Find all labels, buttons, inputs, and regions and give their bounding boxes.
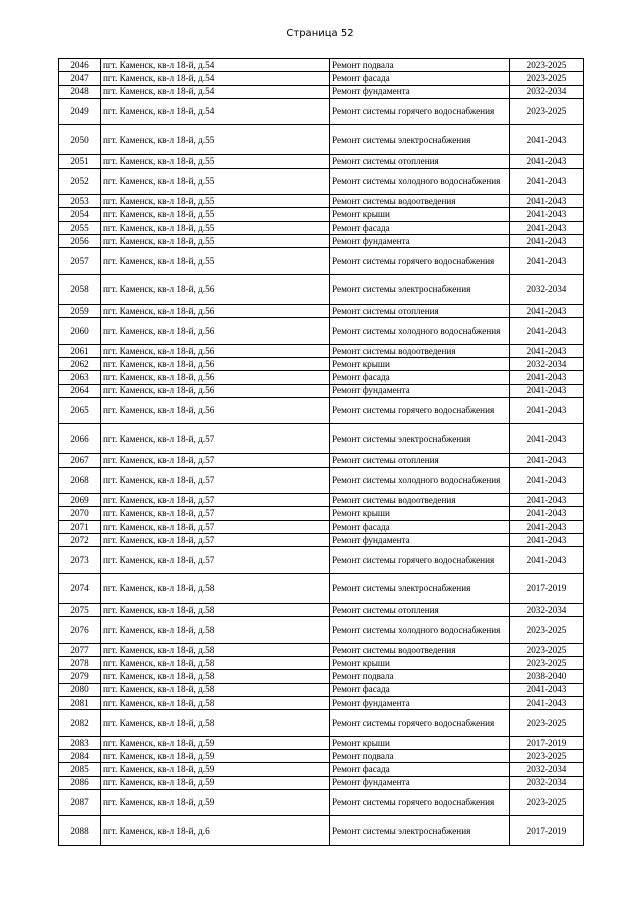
address-cell: пгт. Каменск, кв-л 18-й, д.59 [101, 736, 330, 749]
table-row [59, 547, 584, 574]
address-cell: пгт. Каменск, кв-л 18-й, д.56 [101, 318, 330, 345]
work-type-cell: Ремонт фундамента [330, 384, 510, 397]
table-row [59, 656, 584, 669]
work-type-cell: Ремонт фундамента [330, 776, 510, 789]
period-cell: 2041-2043 [510, 534, 584, 547]
address-cell: пгт. Каменск, кв-л 18-й, д.55 [101, 155, 330, 168]
table-row [59, 371, 584, 384]
repair-schedule-table [58, 58, 584, 846]
address-cell: пгт. Каменск, кв-л 18-й, д.57 [101, 424, 330, 454]
row-number-cell: 2047 [59, 72, 101, 85]
row-number-cell: 2088 [59, 816, 101, 846]
work-type-cell: Ремонт подвала [330, 670, 510, 683]
row-number-cell: 2072 [59, 534, 101, 547]
work-type-cell: Ремонт фасада [330, 221, 510, 234]
period-cell: 2041-2043 [510, 696, 584, 709]
table-row [59, 643, 584, 656]
address-cell: пгт. Каменск, кв-л 18-й, д.59 [101, 789, 330, 816]
work-type-cell: Ремонт системы отопления [330, 155, 510, 168]
period-cell: 2041-2043 [510, 221, 584, 234]
table-row [59, 534, 584, 547]
period-cell: 2017-2019 [510, 736, 584, 749]
table-row [59, 357, 584, 370]
work-type-cell: Ремонт системы горячего водоснабжения [330, 789, 510, 816]
table-row [59, 603, 584, 616]
work-type-cell: Ремонт крыши [330, 357, 510, 370]
work-type-cell: Ремонт фундамента [330, 696, 510, 709]
address-cell: пгт. Каменск, кв-л 18-й, д.57 [101, 454, 330, 467]
work-type-cell: Ремонт системы отопления [330, 304, 510, 317]
address-cell: пгт. Каменск, кв-л 18-й, д.55 [101, 195, 330, 208]
address-cell: пгт. Каменск, кв-л 18-й, д.59 [101, 776, 330, 789]
period-cell: 2032-2034 [510, 603, 584, 616]
address-cell: пгт. Каменск, кв-л 18-й, д.57 [101, 467, 330, 494]
table-row [59, 125, 584, 155]
table-row [59, 304, 584, 317]
address-cell: пгт. Каменск, кв-л 18-й, д.6 [101, 816, 330, 846]
period-cell: 2041-2043 [510, 547, 584, 574]
work-type-cell: Ремонт системы отопления [330, 454, 510, 467]
table-row [59, 617, 584, 644]
period-cell: 2032-2034 [510, 85, 584, 98]
period-cell: 2017-2019 [510, 573, 584, 603]
page-number-header: Страница 52 [286, 28, 354, 39]
work-type-cell: Ремонт фундамента [330, 85, 510, 98]
period-cell: 2041-2043 [510, 125, 584, 155]
address-cell: пгт. Каменск, кв-л 18-й, д.54 [101, 85, 330, 98]
work-type-cell: Ремонт подвала [330, 59, 510, 72]
address-cell: пгт. Каменск, кв-л 18-й, д.58 [101, 670, 330, 683]
work-type-cell: Ремонт подвала [330, 749, 510, 762]
address-cell: пгт. Каменск, кв-л 18-й, д.58 [101, 696, 330, 709]
period-cell: 2023-2025 [510, 617, 584, 644]
address-cell: пгт. Каменск, кв-л 18-й, д.55 [101, 208, 330, 221]
row-number-cell: 2063 [59, 371, 101, 384]
period-cell: 2032-2034 [510, 763, 584, 776]
table-row [59, 710, 584, 737]
period-cell: 2041-2043 [510, 683, 584, 696]
table-row [59, 195, 584, 208]
work-type-cell: Ремонт крыши [330, 208, 510, 221]
row-number-cell: 2050 [59, 125, 101, 155]
address-cell: пгт. Каменск, кв-л 18-й, д.55 [101, 168, 330, 195]
table-row [59, 573, 584, 603]
row-number-cell: 2055 [59, 221, 101, 234]
row-number-cell: 2081 [59, 696, 101, 709]
period-cell: 2032-2034 [510, 274, 584, 304]
address-cell: пгт. Каменск, кв-л 18-й, д.55 [101, 235, 330, 248]
table-row [59, 507, 584, 520]
row-number-cell: 2071 [59, 520, 101, 533]
table-row [59, 670, 584, 683]
table-row [59, 72, 584, 85]
address-cell: пгт. Каменск, кв-л 18-й, д.58 [101, 710, 330, 737]
table-row [59, 235, 584, 248]
address-cell: пгт. Каменск, кв-л 18-й, д.58 [101, 683, 330, 696]
table-row [59, 318, 584, 345]
work-type-cell: Ремонт системы электроснабжения [330, 816, 510, 846]
row-number-cell: 2056 [59, 235, 101, 248]
work-type-cell: Ремонт системы водоотведения [330, 195, 510, 208]
period-cell: 2041-2043 [510, 208, 584, 221]
table-row [59, 221, 584, 234]
work-type-cell: Ремонт системы горячего водоснабжения [330, 98, 510, 125]
work-type-cell: Ремонт системы горячего водоснабжения [330, 248, 510, 275]
table-row [59, 789, 584, 816]
work-type-cell: Ремонт системы холодного водоснабжения [330, 467, 510, 494]
period-cell: 2041-2043 [510, 371, 584, 384]
period-cell: 2041-2043 [510, 507, 584, 520]
address-cell: пгт. Каменск, кв-л 18-й, д.56 [101, 357, 330, 370]
row-number-cell: 2087 [59, 789, 101, 816]
row-number-cell: 2083 [59, 736, 101, 749]
row-number-cell: 2062 [59, 357, 101, 370]
table-row [59, 736, 584, 749]
work-type-cell: Ремонт системы электроснабжения [330, 125, 510, 155]
table-row [59, 467, 584, 494]
address-cell: пгт. Каменск, кв-л 18-й, д.56 [101, 274, 330, 304]
period-cell: 2041-2043 [510, 195, 584, 208]
address-cell: пгт. Каменск, кв-л 18-й, д.58 [101, 603, 330, 616]
work-type-cell: Ремонт фасада [330, 763, 510, 776]
table-row [59, 85, 584, 98]
work-type-cell: Ремонт системы водоотведения [330, 494, 510, 507]
row-number-cell: 2065 [59, 397, 101, 424]
row-number-cell: 2046 [59, 59, 101, 72]
address-cell: пгт. Каменск, кв-л 18-й, д.58 [101, 573, 330, 603]
period-cell: 2023-2025 [510, 98, 584, 125]
work-type-cell: Ремонт системы электроснабжения [330, 573, 510, 603]
work-type-cell: Ремонт системы горячего водоснабжения [330, 547, 510, 574]
table-row [59, 168, 584, 195]
row-number-cell: 2085 [59, 763, 101, 776]
period-cell: 2041-2043 [510, 304, 584, 317]
row-number-cell: 2074 [59, 573, 101, 603]
period-cell: 2023-2025 [510, 656, 584, 669]
row-number-cell: 2082 [59, 710, 101, 737]
work-type-cell: Ремонт крыши [330, 736, 510, 749]
work-type-cell: Ремонт крыши [330, 507, 510, 520]
work-type-cell: Ремонт системы холодного водоснабжения [330, 617, 510, 644]
period-cell: 2023-2025 [510, 749, 584, 762]
row-number-cell: 2061 [59, 344, 101, 357]
address-cell: пгт. Каменск, кв-л 18-й, д.56 [101, 371, 330, 384]
period-cell: 2041-2043 [510, 467, 584, 494]
table-row [59, 494, 584, 507]
row-number-cell: 2070 [59, 507, 101, 520]
table-row [59, 155, 584, 168]
work-type-cell: Ремонт системы электроснабжения [330, 274, 510, 304]
row-number-cell: 2086 [59, 776, 101, 789]
address-cell: пгт. Каменск, кв-л 18-й, д.56 [101, 344, 330, 357]
address-cell: пгт. Каменск, кв-л 18-й, д.55 [101, 125, 330, 155]
work-type-cell: Ремонт системы горячего водоснабжения [330, 710, 510, 737]
period-cell: 2032-2034 [510, 776, 584, 789]
table-row [59, 248, 584, 275]
period-cell: 2041-2043 [510, 318, 584, 345]
table-row [59, 776, 584, 789]
address-cell: пгт. Каменск, кв-л 18-й, д.56 [101, 397, 330, 424]
address-cell: пгт. Каменск, кв-л 18-й, д.57 [101, 534, 330, 547]
period-cell: 2032-2034 [510, 357, 584, 370]
row-number-cell: 2069 [59, 494, 101, 507]
period-cell: 2041-2043 [510, 384, 584, 397]
address-cell: пгт. Каменск, кв-л 18-й, д.55 [101, 248, 330, 275]
table-row [59, 397, 584, 424]
row-number-cell: 2053 [59, 195, 101, 208]
table-row [59, 59, 584, 72]
row-number-cell: 2058 [59, 274, 101, 304]
row-number-cell: 2077 [59, 643, 101, 656]
period-cell: 2041-2043 [510, 155, 584, 168]
address-cell: пгт. Каменск, кв-л 18-й, д.56 [101, 304, 330, 317]
table-row [59, 816, 584, 846]
table-row [59, 208, 584, 221]
row-number-cell: 2048 [59, 85, 101, 98]
row-number-cell: 2075 [59, 603, 101, 616]
work-type-cell: Ремонт системы водоотведения [330, 643, 510, 656]
period-cell: 2041-2043 [510, 235, 584, 248]
work-type-cell: Ремонт фасада [330, 683, 510, 696]
work-type-cell: Ремонт системы электроснабжения [330, 424, 510, 454]
work-type-cell: Ремонт системы водоотведения [330, 344, 510, 357]
table-row [59, 454, 584, 467]
row-number-cell: 2059 [59, 304, 101, 317]
address-cell: пгт. Каменск, кв-л 18-й, д.54 [101, 59, 330, 72]
address-cell: пгт. Каменск, кв-л 18-й, д.54 [101, 72, 330, 85]
period-cell: 2041-2043 [510, 248, 584, 275]
period-cell: 2041-2043 [510, 168, 584, 195]
work-type-cell: Ремонт фасада [330, 72, 510, 85]
table-row [59, 763, 584, 776]
address-cell: пгт. Каменск, кв-л 18-й, д.57 [101, 507, 330, 520]
row-number-cell: 2064 [59, 384, 101, 397]
row-number-cell: 2060 [59, 318, 101, 345]
table-row [59, 520, 584, 533]
table-row [59, 98, 584, 125]
row-number-cell: 2076 [59, 617, 101, 644]
address-cell: пгт. Каменск, кв-л 18-й, д.57 [101, 547, 330, 574]
period-cell: 2041-2043 [510, 454, 584, 467]
period-cell: 2041-2043 [510, 424, 584, 454]
period-cell: 2041-2043 [510, 344, 584, 357]
row-number-cell: 2079 [59, 670, 101, 683]
row-number-cell: 2051 [59, 155, 101, 168]
address-cell: пгт. Каменск, кв-л 18-й, д.55 [101, 221, 330, 234]
row-number-cell: 2080 [59, 683, 101, 696]
work-type-cell: Ремонт крыши [330, 656, 510, 669]
row-number-cell: 2049 [59, 98, 101, 125]
row-number-cell: 2057 [59, 248, 101, 275]
work-type-cell: Ремонт системы холодного водоснабжения [330, 318, 510, 345]
address-cell: пгт. Каменск, кв-л 18-й, д.59 [101, 749, 330, 762]
period-cell: 2017-2019 [510, 816, 584, 846]
work-type-cell: Ремонт фундамента [330, 534, 510, 547]
address-cell: пгт. Каменск, кв-л 18-й, д.56 [101, 384, 330, 397]
period-cell: 2023-2025 [510, 710, 584, 737]
work-type-cell: Ремонт фасада [330, 520, 510, 533]
period-cell: 2023-2025 [510, 789, 584, 816]
row-number-cell: 2052 [59, 168, 101, 195]
period-cell: 2041-2043 [510, 397, 584, 424]
address-cell: пгт. Каменск, кв-л 18-й, д.57 [101, 520, 330, 533]
row-number-cell: 2068 [59, 467, 101, 494]
address-cell: пгт. Каменск, кв-л 18-й, д.57 [101, 494, 330, 507]
row-number-cell: 2084 [59, 749, 101, 762]
period-cell: 2038-2040 [510, 670, 584, 683]
table-row [59, 424, 584, 454]
table-body [59, 59, 584, 846]
address-cell: пгт. Каменск, кв-л 18-й, д.58 [101, 643, 330, 656]
address-cell: пгт. Каменск, кв-л 18-й, д.58 [101, 656, 330, 669]
table-row [59, 749, 584, 762]
work-type-cell: Ремонт системы горячего водоснабжения [330, 397, 510, 424]
table-row [59, 344, 584, 357]
work-type-cell: Ремонт системы отопления [330, 603, 510, 616]
address-cell: пгт. Каменск, кв-л 18-й, д.58 [101, 617, 330, 644]
row-number-cell: 2054 [59, 208, 101, 221]
work-type-cell: Ремонт фасада [330, 371, 510, 384]
row-number-cell: 2078 [59, 656, 101, 669]
period-cell: 2023-2025 [510, 643, 584, 656]
period-cell: 2023-2025 [510, 72, 584, 85]
work-type-cell: Ремонт фундамента [330, 235, 510, 248]
address-cell: пгт. Каменск, кв-л 18-й, д.59 [101, 763, 330, 776]
table-row [59, 384, 584, 397]
row-number-cell: 2073 [59, 547, 101, 574]
address-cell: пгт. Каменск, кв-л 18-й, д.54 [101, 98, 330, 125]
row-number-cell: 2066 [59, 424, 101, 454]
work-type-cell: Ремонт системы холодного водоснабжения [330, 168, 510, 195]
table-row [59, 683, 584, 696]
row-number-cell: 2067 [59, 454, 101, 467]
period-cell: 2041-2043 [510, 520, 584, 533]
table-row [59, 696, 584, 709]
period-cell: 2041-2043 [510, 494, 584, 507]
period-cell: 2023-2025 [510, 59, 584, 72]
table-row [59, 274, 584, 304]
